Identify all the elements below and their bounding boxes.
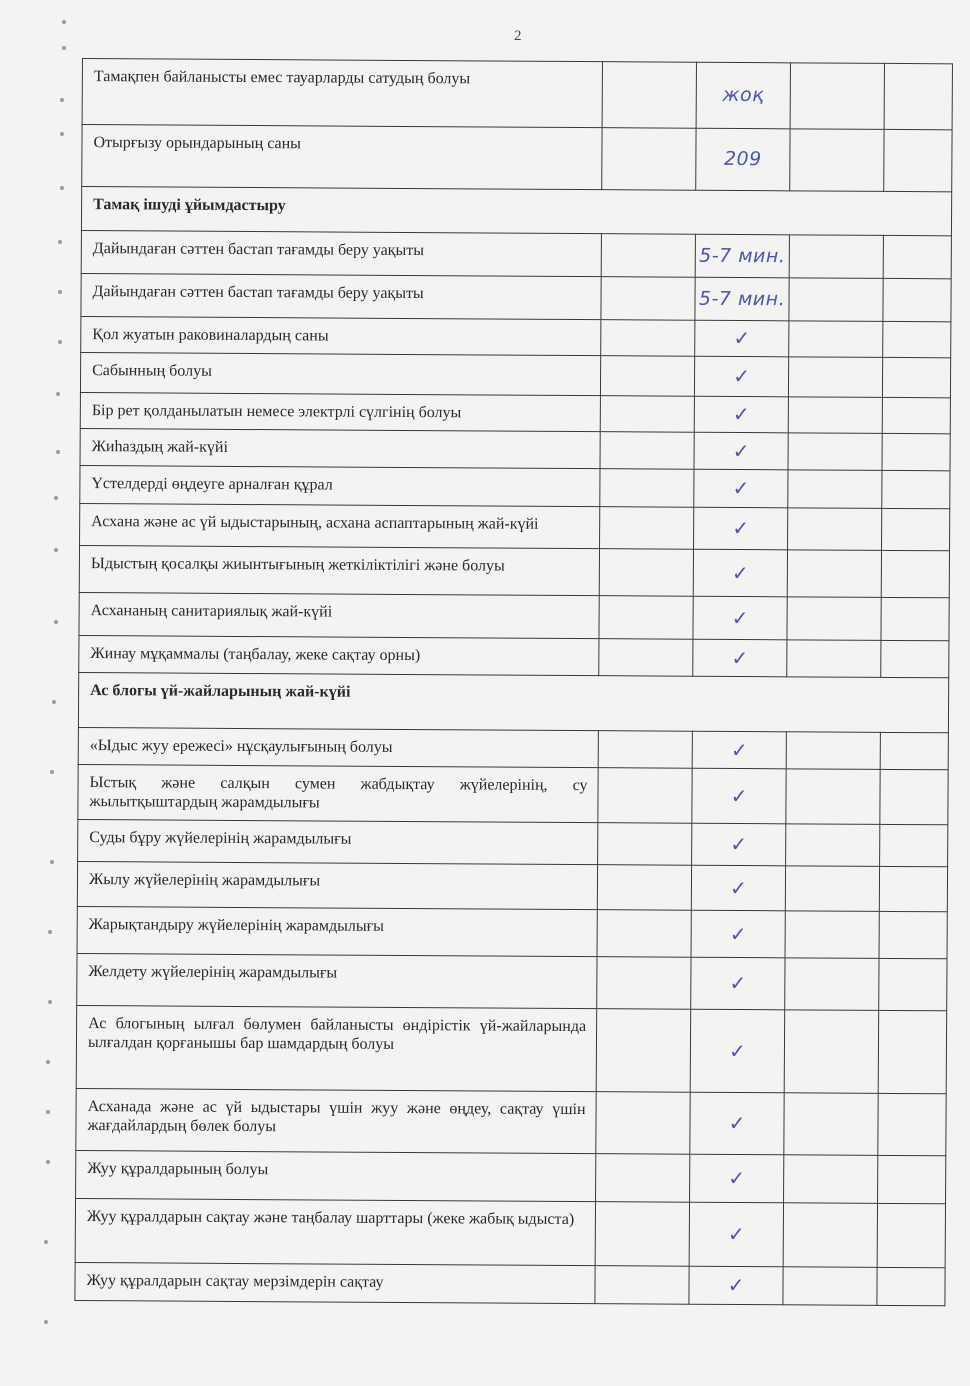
- criterion-label: Асхана және ас үй ыдыстарының, асхана аспаптарының жай-күйі: [80, 503, 600, 548]
- criterion-label: Тамақпен байланысты емес тауарларды сатудың болуы: [82, 59, 602, 128]
- criterion-label: Асхананың санитариялық жай-күйі: [79, 592, 599, 638]
- table-row: [80, 428, 950, 470]
- blank-cell: [881, 640, 949, 677]
- blank-cell: [597, 957, 691, 1010]
- section-header-row: [78, 672, 948, 732]
- blank-cell: [784, 1010, 879, 1094]
- section-title: Ас блогы үй-жайларының жай-күйі: [90, 682, 351, 701]
- blank-cell: [884, 63, 952, 129]
- handwritten-mark: 209: [696, 128, 790, 191]
- table-row: [77, 906, 947, 958]
- criterion-label: Дайындаған сәттен бастап тағамды беру уақыты: [81, 230, 601, 276]
- blank-cell: [878, 1010, 947, 1093]
- criterion-label: Жуу құралдарының болуы: [76, 1150, 596, 1201]
- table-row: [80, 465, 950, 508]
- handwritten-mark: ✓: [693, 549, 787, 597]
- blank-cell: [786, 769, 880, 825]
- blank-cell: [600, 396, 694, 433]
- criterion-label: Жинау мұқаммалы (таңбалау, жеке сақтау орны): [79, 635, 599, 675]
- handwritten-mark: ✓: [690, 1009, 785, 1093]
- criterion-label: Дайындаған сәттен бастап тағамды беру уақыты: [81, 273, 601, 319]
- blank-cell: [595, 1202, 689, 1267]
- handwritten-mark: ✓: [694, 356, 788, 397]
- criterion-label: Ас блогының ылғал бөлумен байланысты өндірістік үй-жайларында ылғалдан қорғанышы бар шамдардың болуы: [76, 1005, 596, 1091]
- handwritten-mark: жоқ: [696, 62, 790, 129]
- blank-cell: [879, 866, 947, 911]
- blank-cell: [602, 128, 696, 191]
- handwritten-mark: ✓: [693, 596, 787, 640]
- handwritten-mark: ✓: [694, 507, 788, 550]
- criterion-label: Желдету жүйелерінің жарамдылығы: [77, 953, 597, 1008]
- handwritten-mark: 5-7 мин.: [695, 277, 789, 321]
- blank-cell: [880, 769, 948, 824]
- criterion-label: Жуу құралдарын сақтау және таңбалау шарттары (жеке жабық ыдыста): [75, 1198, 595, 1265]
- page-number: 2: [514, 28, 522, 44]
- blank-cell: [787, 597, 881, 641]
- blank-cell: [601, 320, 695, 357]
- table-row: [75, 1262, 945, 1305]
- handwritten-mark: ✓: [693, 639, 787, 677]
- table-row: [80, 352, 950, 397]
- blank-cell: [600, 432, 694, 470]
- blank-cell: [789, 278, 883, 322]
- criterion-label: Суды бұру жүйелерінің жарамдылығы: [78, 819, 598, 864]
- table-row: [77, 861, 947, 911]
- blank-cell: [883, 278, 951, 321]
- blank-cell: [883, 235, 951, 278]
- table-row: [76, 1005, 946, 1093]
- table-row: [78, 764, 948, 824]
- criterion-label: Жуу құралдарын сақтау мерзімдерін сақтау: [75, 1262, 595, 1303]
- blank-cell: [596, 1154, 690, 1203]
- blank-cell: [598, 768, 692, 824]
- blank-cell: [783, 1203, 877, 1268]
- blank-cell: [787, 550, 881, 598]
- handwritten-mark: ✓: [690, 1154, 784, 1203]
- blank-cell: [597, 910, 691, 958]
- blank-cell: [595, 1266, 689, 1305]
- blank-cell: [599, 549, 693, 597]
- criterion-label: Асханада және ас үй ыдыстары үшін жуу және өңдеу, сақтау үшін жағдайлардың бөлек болуы: [76, 1088, 596, 1153]
- table-row: [79, 592, 949, 640]
- blank-cell: [880, 824, 948, 866]
- section-header-row: [81, 187, 951, 236]
- blank-cell: [884, 129, 952, 191]
- blank-cell: [601, 234, 695, 278]
- handwritten-mark: ✓: [691, 865, 785, 911]
- table-row: [76, 1150, 946, 1203]
- criterion-label: Жиһаздың жай-күйі: [80, 428, 600, 468]
- table-row: [81, 316, 951, 357]
- table-row: [78, 727, 948, 769]
- blank-cell: [878, 1093, 946, 1155]
- blank-cell: [789, 235, 883, 279]
- blank-cell: [789, 321, 883, 358]
- blank-cell: [882, 397, 950, 433]
- criterion-label: Ыстық және салқын сумен жабдықтау жүйелерінің, су жылытқыштардың жарамдылығы: [78, 764, 598, 822]
- table-row: [80, 503, 950, 550]
- blank-cell: [597, 865, 691, 911]
- handwritten-mark: ✓: [691, 957, 785, 1010]
- blank-cell: [786, 824, 880, 867]
- binding-edge-marks: [0, 0, 80, 1386]
- blank-cell: [877, 1267, 945, 1305]
- blank-cell: [788, 397, 882, 434]
- table-row: [81, 273, 951, 321]
- blank-cell: [596, 1092, 690, 1155]
- blank-cell: [788, 470, 882, 509]
- blank-cell: [599, 639, 693, 677]
- handwritten-mark: ✓: [692, 823, 786, 866]
- blank-cell: [877, 1203, 945, 1267]
- blank-cell: [600, 469, 694, 508]
- section-header-cell: [81, 187, 951, 236]
- blank-cell: [788, 357, 882, 398]
- criterion-label: Отырғызу орындарының саны: [82, 125, 602, 190]
- blank-cell: [790, 129, 884, 192]
- handwritten-mark: ✓: [695, 320, 789, 357]
- handwritten-mark: ✓: [689, 1266, 783, 1305]
- criterion-label: Жылу жүйелерінің жарамдылығы: [77, 861, 597, 909]
- blank-cell: [882, 470, 950, 508]
- handwritten-mark: ✓: [694, 432, 788, 470]
- blank-cell: [785, 866, 879, 912]
- blank-cell: [785, 911, 879, 959]
- handwritten-mark: ✓: [692, 731, 786, 769]
- blank-cell: [602, 62, 696, 129]
- blank-cell: [598, 731, 692, 769]
- blank-cell: [785, 958, 879, 1011]
- section-header-cell: [78, 672, 948, 732]
- blank-cell: [882, 357, 950, 397]
- table-row: [75, 1198, 945, 1267]
- handwritten-mark: ✓: [692, 768, 786, 824]
- criterion-label: Қол жуатын раковиналардың саны: [81, 316, 601, 355]
- criterion-label: Үстелдерді өңдеуге арналған құрал: [80, 465, 600, 506]
- blank-cell: [598, 823, 692, 866]
- table-row: [77, 953, 947, 1010]
- blank-cell: [882, 433, 950, 470]
- section-title: Тамақ ішуді ұйымдастыру: [93, 196, 286, 215]
- criterion-label: Ыдыстың қосалқы жиынтығының жеткіліктілігі және болуы: [79, 545, 599, 595]
- checklist-table: [74, 58, 953, 1306]
- blank-cell: [788, 508, 882, 551]
- blank-cell: [790, 63, 884, 130]
- blank-cell: [878, 1155, 946, 1203]
- blank-cell: [784, 1093, 878, 1156]
- criterion-label: «Ыдыс жуу ережесі» нұсқаулығының болуы: [78, 727, 598, 767]
- blank-cell: [784, 1155, 878, 1204]
- table-row: [82, 125, 952, 192]
- blank-cell: [600, 356, 694, 397]
- blank-cell: [599, 596, 693, 640]
- blank-cell: [783, 1267, 877, 1306]
- blank-cell: [596, 1009, 691, 1093]
- handwritten-mark: ✓: [694, 396, 788, 433]
- blank-cell: [787, 640, 881, 678]
- blank-cell: [881, 550, 949, 597]
- blank-cell: [600, 507, 694, 550]
- table-row: [82, 59, 952, 130]
- handwritten-mark: ✓: [694, 469, 788, 508]
- handwritten-mark: 5-7 мин.: [695, 234, 789, 278]
- blank-cell: [879, 911, 947, 958]
- blank-cell: [786, 732, 880, 770]
- blank-cell: [601, 277, 695, 321]
- handwritten-mark: ✓: [691, 910, 785, 958]
- table-row: [79, 635, 949, 677]
- criterion-label: Бір рет қолданылатын немесе электрлі сүлгінің болуы: [80, 392, 600, 431]
- criterion-label: Сабынның болуы: [80, 352, 600, 395]
- blank-cell: [883, 321, 951, 357]
- table-row: [79, 545, 949, 597]
- blank-cell: [882, 508, 950, 550]
- handwritten-mark: ✓: [689, 1202, 783, 1267]
- blank-cell: [881, 597, 949, 640]
- criterion-label: Жарықтандыру жүйелерінің жарамдылығы: [77, 906, 597, 956]
- blank-cell: [880, 732, 948, 769]
- blank-cell: [788, 433, 882, 471]
- table-row: [76, 1088, 946, 1155]
- blank-cell: [879, 958, 947, 1010]
- table-row: [80, 392, 950, 433]
- handwritten-mark: ✓: [690, 1092, 784, 1155]
- table-row: [81, 230, 951, 278]
- table-row: [78, 819, 948, 866]
